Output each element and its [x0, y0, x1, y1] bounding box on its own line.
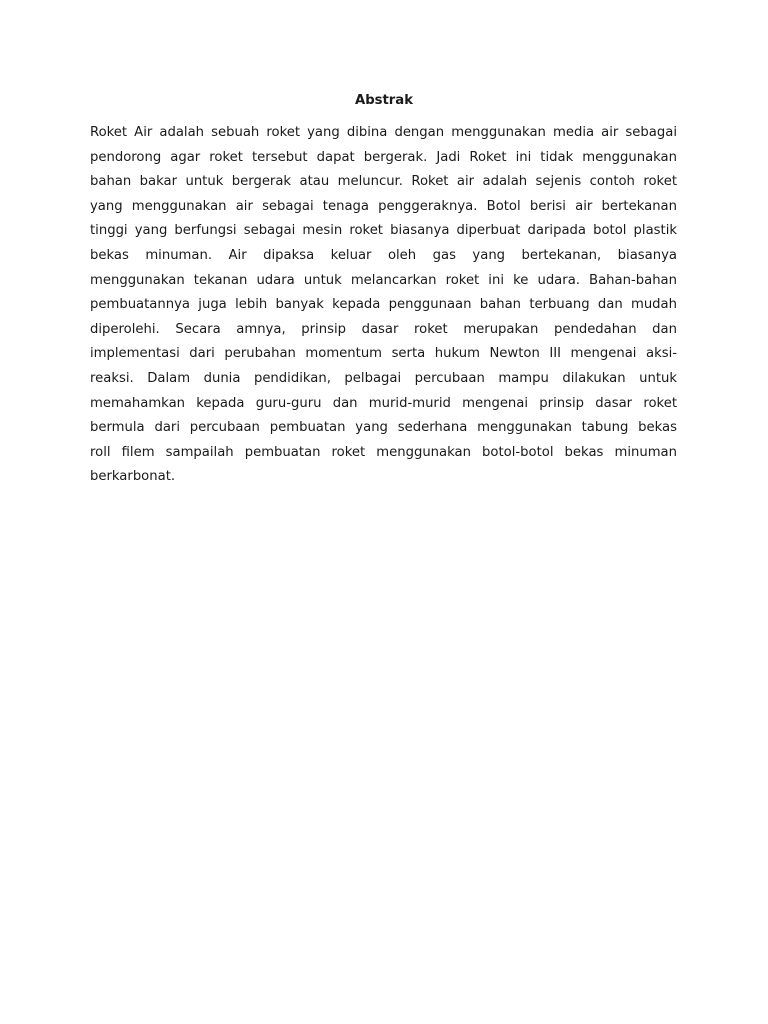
abstract-line: tinggi yang berfungsi sebagai mesin roket biasanya diperbuat daripada botol plastik	[90, 223, 677, 239]
abstract-line: bermula dari percubaan pembuatan yang sederhana menggunakan tabung bekas	[90, 420, 677, 436]
abstract-title: Abstrak	[355, 93, 413, 108]
abstract-line: roll filem sampailah pembuatan roket menggunakan botol-botol bekas minuman	[90, 444, 677, 460]
abstract-line: diperolehi. Secara amnya, prinsip dasar roket merupakan pendedahan dan	[90, 321, 677, 337]
abstract-line: yang menggunakan air sebagai tenaga penggeraknya. Botol berisi air bertekanan	[90, 198, 677, 214]
abstract-line: memahamkan kepada guru-guru dan murid-murid mengenai prinsip dasar roket	[90, 395, 677, 411]
abstract-line: Roket Air adalah sebuah roket yang dibina dengan menggunakan media air sebagai	[90, 125, 677, 140]
abstract-line: pendorong agar roket tersebut dapat bergerak. Jadi Roket ini tidak menggunakan	[90, 149, 677, 165]
abstract-line: reaksi. Dalam dunia pendidikan, pelbagai percubaan mampu dilakukan untuk	[90, 370, 677, 386]
abstract-line: implementasi dari perubahan momentum serta hukum Newton III mengenai aksi-	[90, 346, 677, 362]
abstract-line: berkarbonat.	[90, 469, 176, 485]
abstract-line: bahan bakar untuk bergerak atau meluncur. Roket air adalah sejenis contoh roket	[90, 174, 677, 190]
abstract-line: bekas minuman. Air dipaksa keluar oleh gas yang bertekanan, biasanya	[90, 247, 677, 263]
abstract-line: menggunakan tekanan udara untuk melancarkan roket ini ke udara. Bahan-bahan	[90, 272, 677, 288]
abstract-line: pembuatannya juga lebih banyak kepada penggunaan bahan terbuang dan mudah	[90, 297, 677, 313]
abstract-body	[90, 121, 677, 490]
